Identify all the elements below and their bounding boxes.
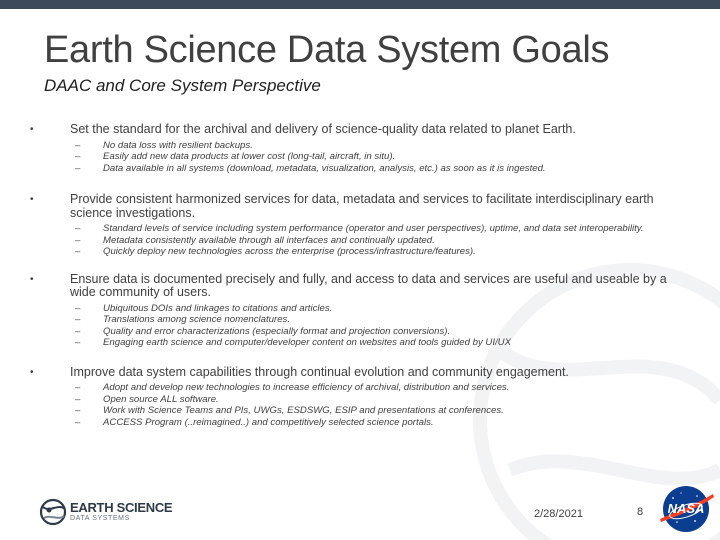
earth-science-logo [38,495,173,529]
sub-bullet-text: Adopt and develop new technologies to increase efficiency of archival, distribution and services. [103,382,510,393]
sub-bullet-text: Work with Science Teams and PIs, UWGs, ESDSWG, ESIP and presentations at conferences. [103,405,504,416]
logo-main-text: EARTH SCIENCE [70,500,173,515]
dash-icon: – [75,337,81,348]
bullet-dot-icon: • [30,124,34,135]
dash-icon: – [75,405,81,416]
earth-science-logo-icon [38,495,68,529]
sub-bullet-text: No data loss with resilient backups. [103,139,253,151]
slide-subtitle: DAAC and Core System Perspective [44,76,321,95]
dash-icon: – [75,139,81,151]
dash-icon: – [75,151,81,162]
bullet-item [30,273,680,349]
bullet-list [30,123,680,428]
sub-bullet-text: Quality and error characterizations (especially format and projection conversions). [103,325,451,337]
sub-bullet-text: Ubiquitous DOIs and linkages to citations and articles. [103,302,333,314]
bullet-text: Set the standard for the archival and delivery of science-quality data related to planet Earth. [70,122,576,136]
sub-bullet-text: Translations among science nomenclatures. [103,314,290,325]
slide-title: Earth Science Data System Goals [44,29,610,71]
dash-icon: – [75,382,81,393]
sub-bullet-text: Metadata consistently available through all interfaces and continually updated. [103,234,435,246]
bullet-item [30,366,680,429]
sub-bullet-text: ACCESS Program (..reimagined..) and competitively selected science portals. [103,416,434,428]
sub-bullet-text: Engaging earth science and computer/developer content on websites and tools guided by UI/UX [103,337,511,348]
dash-icon: – [75,223,81,234]
top-bar [0,0,720,9]
bullet-dot-icon: • [30,194,34,205]
sub-bullet-text: Open source ALL software. [103,393,219,405]
bullet-item [30,123,680,174]
nasa-logo-text: NASA [667,501,705,516]
dash-icon: – [75,325,81,337]
dash-icon: – [75,162,81,174]
logo-sub-text: DATA SYSTEMS [70,515,130,522]
page-number: 8 [637,506,644,518]
sub-bullet-text: Quickly deploy new technologies across the enterprise (process/infrastructure/features). [103,246,476,257]
bullet-text: Ensure data is documented precisely and fully, and access to data and services are useful and useable by a wide community of users. [70,271,667,299]
dash-icon: – [75,393,81,405]
bullet-item [30,193,680,258]
sub-bullet-text: Easily add new data products at lower cost (long-tail, aircraft, in situ). [103,151,396,162]
footer-date: 2/28/2021 [534,508,583,520]
dash-icon: – [75,246,81,257]
dash-icon: – [75,302,81,314]
bullet-dot-icon: • [30,366,34,378]
dash-icon: – [75,416,81,428]
nasa-meatball-icon [657,484,715,534]
bullet-text: Provide consistent harmonized services for data, metadata and services to facilitate interdisciplinary earth science investigations. [70,192,654,220]
bullet-dot-icon: • [30,273,34,285]
dash-icon: – [75,314,81,325]
sub-bullet-text: Standard levels of service including system performance (operator and user perspectives), uptime, and data set interoperability. [103,223,644,234]
bullet-text: Improve data system capabilities through continual evolution and community engagement. [70,364,569,379]
sub-bullet-text: Data available in all systems (download, metadata, visualization, analysis, etc.) as soon as it is ingested. [103,162,546,174]
dash-icon: – [75,234,81,246]
